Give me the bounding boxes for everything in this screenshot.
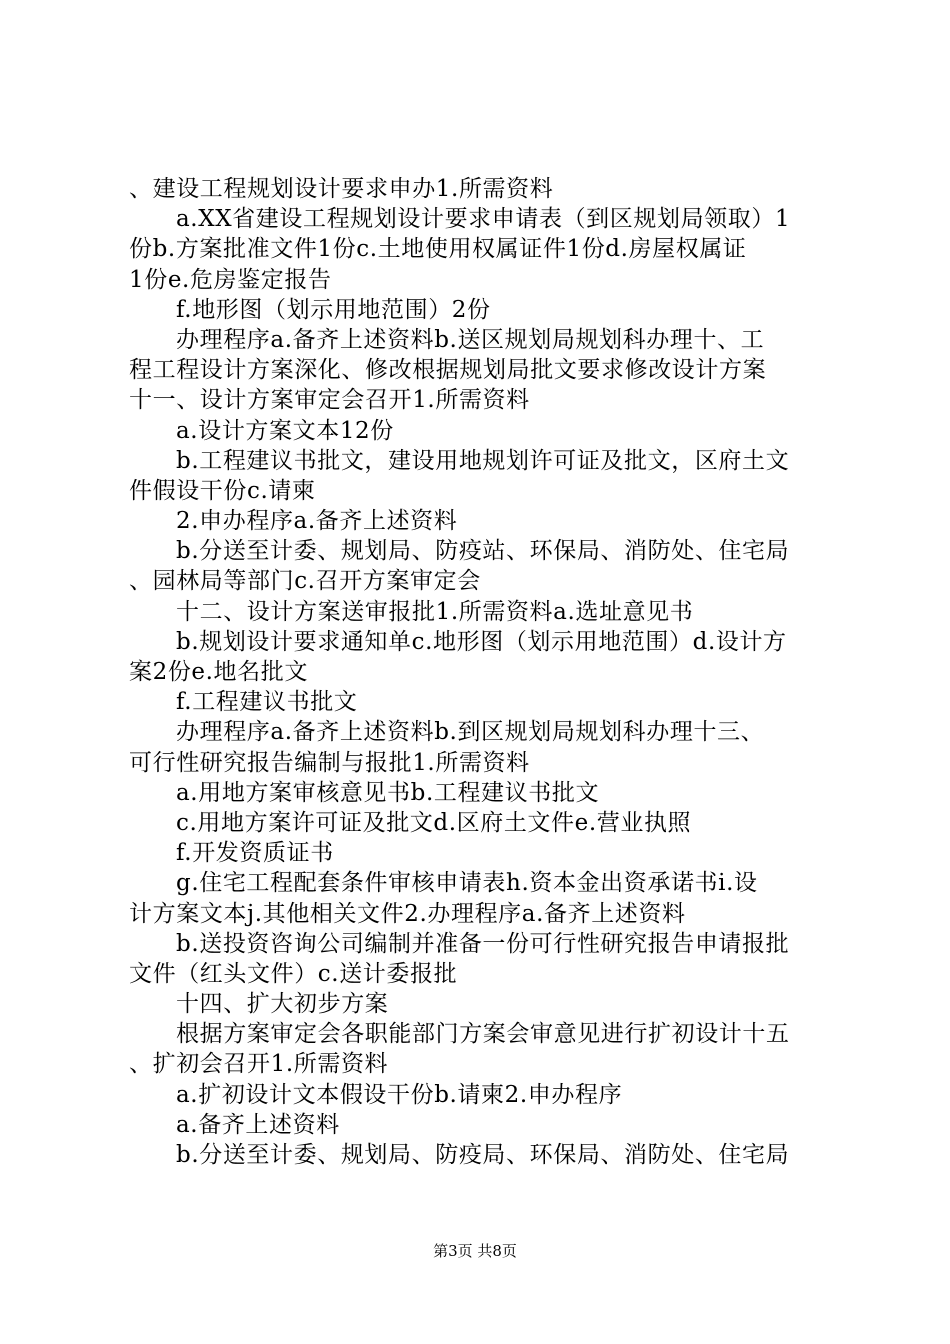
text-line: g.住宅工程配套条件审核申请表h.资本金出资承诺书i.设 — [176, 870, 758, 897]
text-line: f.工程建议书批文 — [176, 689, 358, 716]
text-line: b.送投资咨询公司编制并准备一份可行性研究报告申请报批 — [176, 930, 790, 957]
text-line: 程工程设计方案深化、修改根据规划局批文要求修改设计方案 — [129, 357, 767, 384]
text-line: 件假设干份c.请柬 — [129, 477, 316, 504]
text-line: 可行性研究报告编制与报批1.所需资料 — [129, 749, 530, 776]
text-line: 办理程序a.备齐上述资料b.到区规划局规划科办理十三、 — [176, 719, 765, 746]
text-line: 份b.方案批准文件1份c.土地使用权属证件1份d.房屋权属证 — [129, 236, 747, 263]
text-line: f.地形图（划示用地范围）2份 — [176, 296, 491, 323]
text-line: 案2份e.地名批文 — [129, 659, 308, 685]
text-line: 、建设工程规划设计要求申办1.所需资料 — [129, 176, 554, 202]
text-line: a.扩初设计文本假设干份b.请柬2.申办程序 — [176, 1081, 623, 1108]
text-line: a.用地方案审核意见书b.工程建议书批文 — [176, 779, 600, 806]
page-footer: 第3页 共8页 — [433, 1242, 517, 1260]
text-line: 计方案文本j.其他相关文件2.办理程序a.备齐上述资料 — [129, 900, 686, 927]
text-line: 根据方案审定会各职能部门方案会审意见进行扩初设计十五 — [176, 1021, 790, 1048]
text-line: a.设计方案文本12份 — [176, 417, 394, 444]
text-line: a.备齐上述资料 — [176, 1111, 340, 1138]
text-line: a.XX省建设工程规划设计要求申请表（到区规划局领取）1 — [176, 206, 791, 233]
text-line: 十四、扩大初步方案 — [176, 991, 389, 1018]
text-line: b.分送至计委、规划局、防疫站、环保局、消防处、住宅局 — [176, 538, 790, 565]
text-line: 、扩初会召开1.所需资料 — [129, 1051, 389, 1078]
text-line: 2.申办程序a.备齐上述资料 — [176, 508, 458, 535]
text-line: c.用地方案许可证及批文d.区府土文件e.营业执照 — [176, 809, 692, 836]
text-line: 文件（红头文件）c.送计委报批 — [129, 960, 458, 987]
text-line: 十一、设计方案审定会召开1.所需资料 — [129, 387, 530, 414]
text-line: b.规划设计要求通知单c.地形图（划示用地范围）d.设计方 — [176, 628, 787, 655]
text-line: 1份e.危房鉴定报告 — [129, 266, 332, 293]
text-line: b.分送至计委、规划局、防疫局、环保局、消防处、住宅局 — [176, 1142, 790, 1168]
text-line: f.开发资质证书 — [176, 840, 334, 867]
text-line: b.工程建议书批文，建设用地规划许可证及批文，区府土文 — [176, 447, 790, 474]
text-line: 、园林局等部门c.召开方案审定会 — [129, 568, 481, 595]
document-body — [129, 174, 834, 1170]
text-line: 十二、设计方案送审报批1.所需资料a.选址意见书 — [176, 598, 694, 625]
text-line: 办理程序a.备齐上述资料b.送区规划局规划科办理十、工 — [176, 326, 765, 353]
